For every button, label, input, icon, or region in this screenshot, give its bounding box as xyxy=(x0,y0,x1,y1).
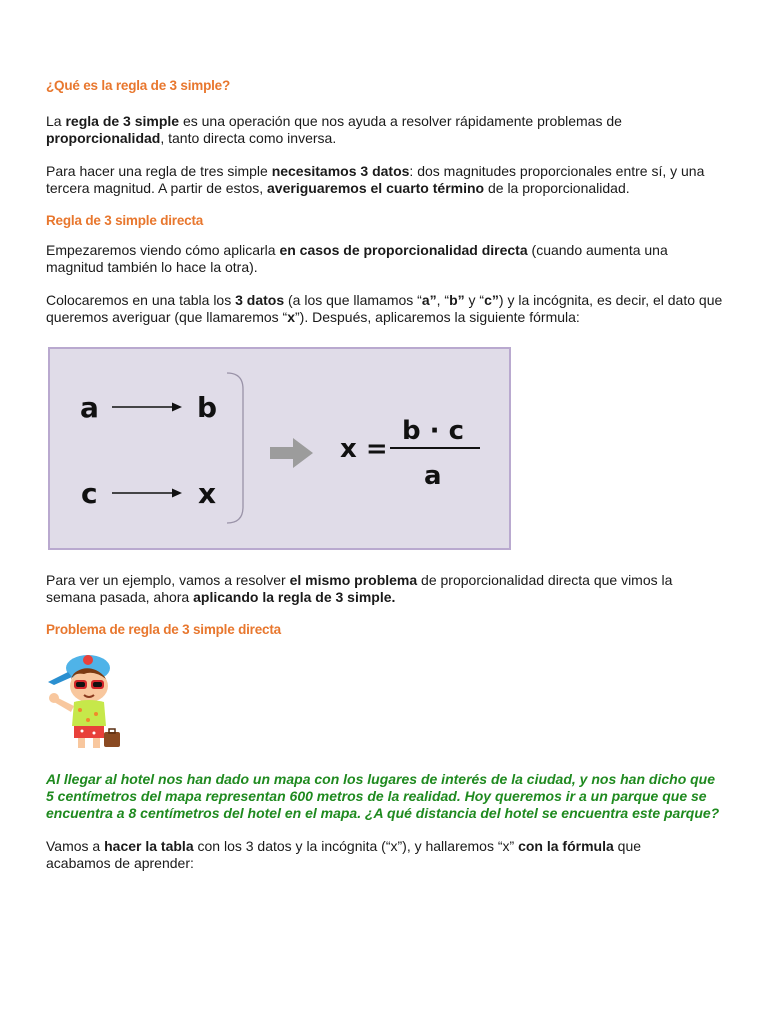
formula-diagram xyxy=(50,349,509,548)
formula-label-c: c xyxy=(81,477,98,510)
paragraph-intro-1: La regla de 3 simple es una operación que nos ayuda a resolver rápidamente problemas de proporcionalidad, tanto directa como inversa. xyxy=(46,113,622,146)
document-body-lower xyxy=(46,572,726,637)
bracket xyxy=(227,373,243,523)
arrow-c-to-x-head xyxy=(172,489,182,498)
document-body-problem xyxy=(46,771,726,872)
tourist-boy-illustration xyxy=(44,652,122,752)
formula-label-b: b xyxy=(197,391,218,424)
paragraph-directa-1: Empezaremos viendo cómo aplicarla en casos de proporcionalidad directa (cuando aumenta una magnitud también lo hace la otra). xyxy=(46,242,668,275)
problem-statement: Al llegar al hotel nos han dado un mapa con los lugares de interés de la ciudad, y nos han dicho que 5 centímetros del mapa representan 600 metros de la realidad. Hoy queremos ir a un parque que se encuentra a 8 centímetros del hotel en el mapa. ¿A qué distancia del hotel se encuentra este parque? xyxy=(46,771,720,821)
formula-numerator: b · c xyxy=(402,416,465,446)
formula-lhs: x = xyxy=(340,434,388,464)
arrow-a-to-b-head xyxy=(172,403,182,412)
heading-directa: Regla de 3 simple directa xyxy=(46,213,204,228)
document-body xyxy=(46,78,726,326)
heading-problema: Problema de regla de 3 simple directa xyxy=(46,622,281,637)
formula-label-x: x xyxy=(198,477,217,510)
formula-label-a: a xyxy=(80,391,99,424)
paragraph-directa-2: Colocaremos en una tabla los 3 datos (a los que llamamos “a”, “b” y “c”) y la incógnita, es decir, el dato que queremos averiguar (que llamaremos “x”). Después, aplicaremos la siguiente fórmula: xyxy=(46,292,723,325)
implies-arrow-icon xyxy=(270,438,313,468)
paragraph-intro-2: Para hacer una regla de tres simple necesitamos 3 datos: dos magnitudes proporcionales entre sí, y una tercera magnitud. A partir de estos, averiguaremos el cuarto término de la proporcionalidad. xyxy=(46,163,705,196)
suitcase-icon xyxy=(104,732,120,747)
paragraph-hacer-tabla: Vamos a hacer la tabla con los 3 datos y la incógnita (“x”), y hallaremos “x” con la fórmula que acabamos de aprender: xyxy=(46,838,642,871)
paragraph-ejemplo: Para ver un ejemplo, vamos a resolver el mismo problema de proporcionalidad directa que vimos la semana pasada, ahora aplicando la regla de 3 simple. xyxy=(46,572,673,605)
heading-que-es: ¿Qué es la regla de 3 simple? xyxy=(46,78,231,93)
formula-denominator: a xyxy=(424,461,442,491)
formula-figure xyxy=(48,347,511,550)
